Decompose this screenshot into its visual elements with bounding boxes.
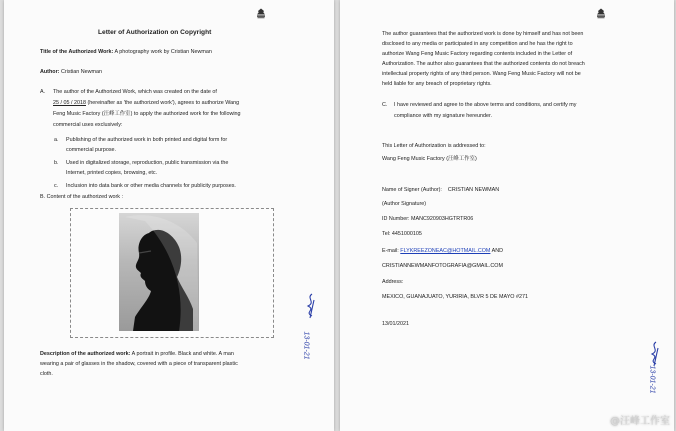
signer-line: [382, 186, 499, 196]
use-line: Used in digitalized storage, reproduction, public transmission via the: [66, 160, 229, 166]
creation-date: 25 / 05 / 2018: [53, 100, 86, 106]
logo-icon: [596, 8, 606, 19]
clause-a-line: [53, 99, 239, 109]
watermark: @汪峰工作室: [610, 416, 670, 427]
clause-b-line: B. Content of the authorized work :: [40, 194, 124, 200]
signature-date: 13-01-21: [648, 365, 656, 394]
author-label: Author:: [40, 69, 60, 75]
right-page: [340, 0, 674, 431]
addressed-value: Wang Feng Music Factory (汪峰工作室): [382, 156, 477, 162]
guarantee-line: held liable for any breach of proprietary rights.: [382, 81, 492, 87]
document-date: 13/01/2021: [382, 321, 409, 327]
clause-c-marker: C.: [382, 102, 388, 108]
clause-c-line: I have reviewed and agree to the above terms and conditions, and certify my: [394, 102, 577, 108]
clause-a-line: Feng Music Factory (汪峰工作室) to apply the authorized work for the following: [53, 111, 241, 117]
guarantee-line: Authorization. The author also guarantees that the authorized contents do not breach: [382, 61, 585, 67]
email-label: E-mail:: [382, 248, 399, 254]
id-number: ID Number: MANC920903HGTRTR06: [382, 216, 474, 222]
description-label: Description of the authorized work:: [40, 351, 131, 357]
clause-c-line: compliance with my signature hereunder.: [394, 113, 492, 119]
email-link-hotmail[interactable]: FLYKREEZONEAC@HOTMAIL.COM: [400, 248, 491, 254]
logo-icon: [256, 8, 266, 19]
telephone: Tel: 4451000105: [382, 231, 422, 237]
title-value: A photography work by Cristian Newman: [114, 49, 212, 55]
title-line: [40, 48, 212, 58]
use-marker: c.: [54, 183, 59, 189]
clause-a-line: commercial uses exclusively:: [53, 122, 123, 128]
email-line: [382, 247, 503, 257]
title-label: Title of the Authorized Work:: [40, 49, 114, 55]
description-text: A portrait in profile. Black and white. A man: [131, 351, 234, 357]
handwritten-signature: [300, 292, 326, 377]
document-heading: Letter of Authorization on Copyright: [98, 29, 212, 36]
address-value: MEXICO, GUANAJUATO, YURIRIA, BLVR 5 DE MAYO #271: [382, 294, 528, 300]
signature-date: 13-01-21: [302, 331, 310, 360]
email-gmail: CRISTIANNEWMANFOTOGRAFIA@GMAIL.COM: [382, 263, 503, 269]
use-line: Inclusion into data bank or other media channels for publicity purposes.: [66, 183, 236, 189]
portrait-photo: [119, 213, 199, 331]
description-line: cloth.: [40, 371, 53, 377]
signer-value: CRISTIAN NEWMAN: [447, 187, 500, 193]
use-line: Internet, printed copies, browsing, etc.: [66, 170, 158, 176]
clause-a-line: The author of the Authorized Work, which was created on the date of: [53, 89, 217, 95]
author-value: Cristian Newman: [60, 69, 103, 75]
guarantee-line: disclosed to any media or participated in any competition and he has the right to: [382, 41, 573, 47]
guarantee-line: authorize Wang Feng Music Factory regarding contents included in the Letter of: [382, 51, 573, 57]
clause-a-text: (hereinafter as 'the authorized work'), agrees to authorize Wang: [87, 100, 240, 106]
author-line: [40, 68, 102, 78]
description-line: [40, 350, 234, 360]
handwritten-signature: [646, 340, 668, 405]
address-label: Address:: [382, 279, 404, 285]
use-marker: a.: [54, 137, 59, 143]
use-line: commercial purpose.: [66, 147, 117, 153]
authorized-work-frame: [70, 208, 274, 338]
email-and: AND: [491, 248, 504, 254]
left-page: [4, 0, 334, 431]
addressed-label: This Letter of Authorization is addressed to:: [382, 143, 486, 149]
guarantee-line: The author guarantees that the authorized work is done by himself and has not been: [382, 31, 584, 37]
clause-a-marker: A.: [40, 89, 46, 95]
author-signature-label: (Author Signature): [382, 201, 427, 207]
signer-label: Name of Signer (Author):: [382, 187, 442, 193]
use-line: Publishing of the authorized work in both printed and digital form for: [66, 137, 228, 143]
description-line: wearing a pair of glasses in the shadow, covered with a piece of transparent plastic: [40, 361, 238, 367]
use-marker: b.: [54, 160, 59, 166]
guarantee-line: intellectual property rights of any third person. Wang Feng Music Factory will not be: [382, 71, 581, 77]
